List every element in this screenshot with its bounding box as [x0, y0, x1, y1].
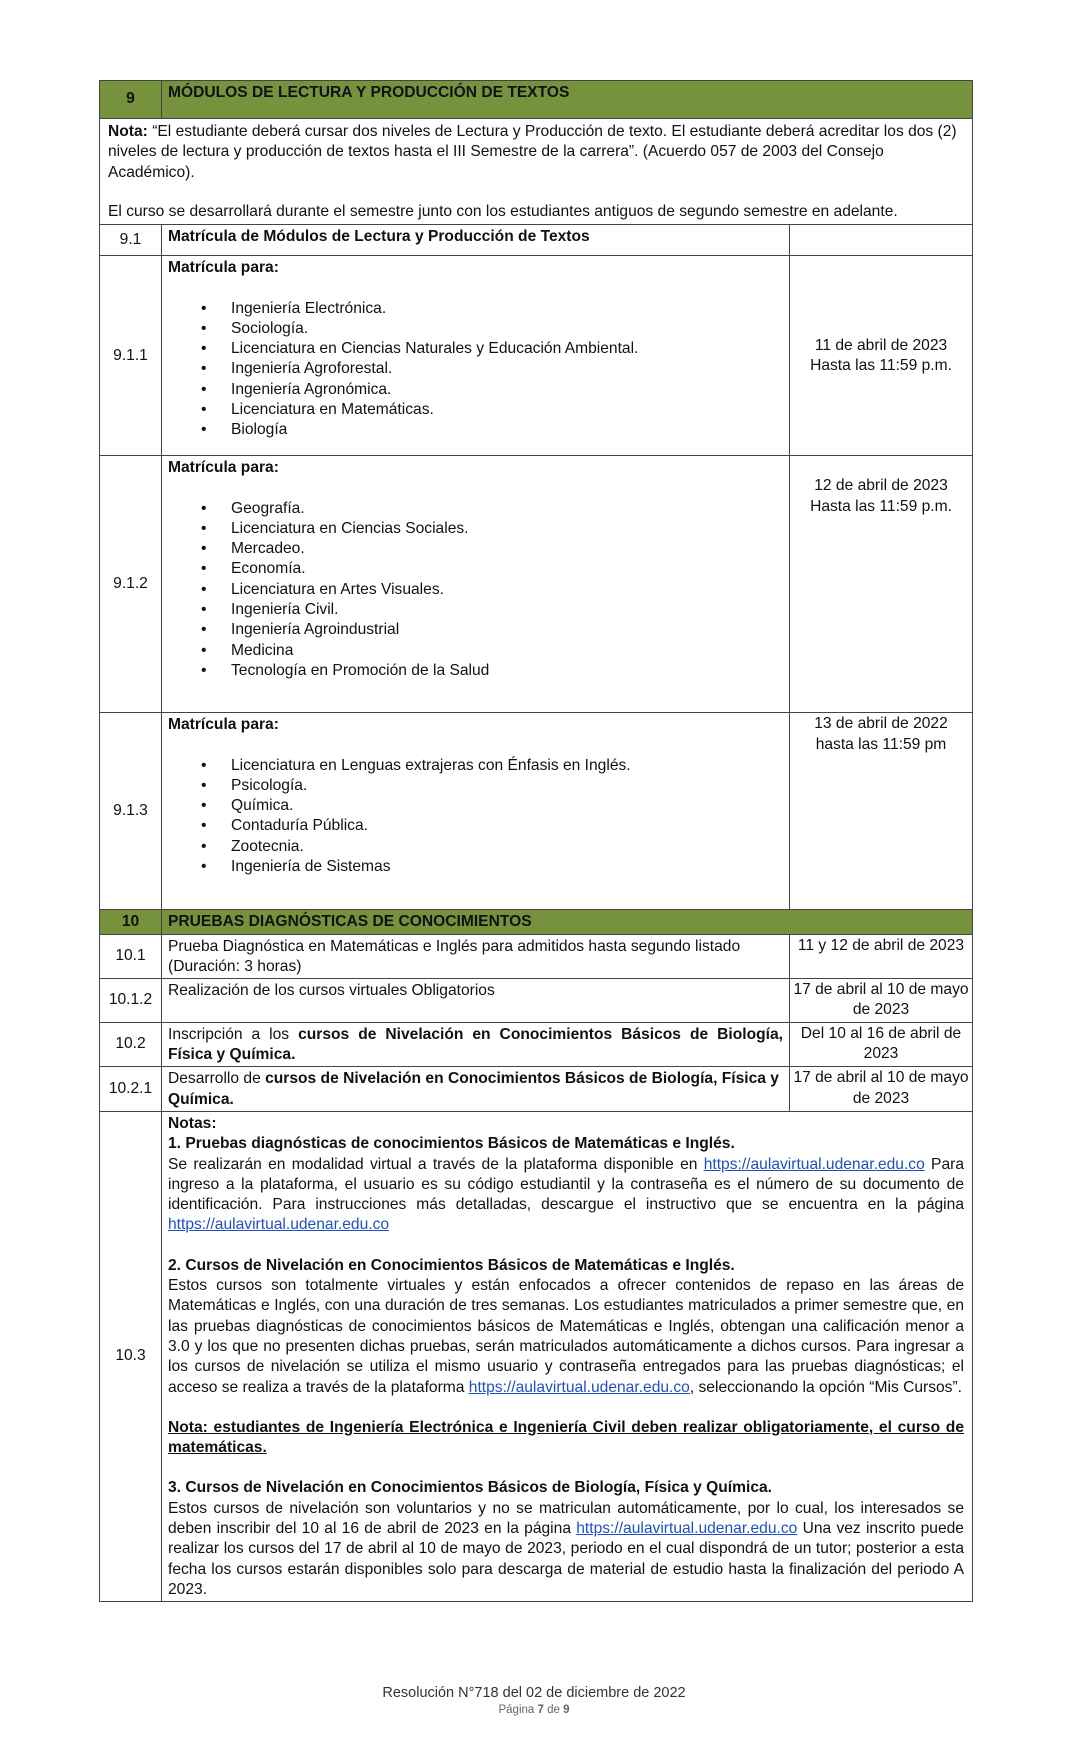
list-item: • Mercadeo. — [168, 539, 783, 559]
row-number: 9.1 — [100, 225, 162, 256]
note-2-body — [168, 1276, 964, 1398]
note-3-body — [168, 1499, 964, 1600]
page-footer — [0, 1685, 1068, 1719]
row-time: hasta las 11:59 pm — [815, 735, 947, 753]
row-time: Hasta las 11:59 p.m. — [810, 497, 952, 515]
row-text-bold: cursos de Nivelación en Conocimientos Básicos de Biología, Física y Química. — [168, 1070, 779, 1108]
page-total: 9 — [563, 1704, 570, 1716]
note-text: Para ingreso a la plataforma, el usuario es su código estudiantil y la contraseña es el número de su documento de identificación. Para instrucciones más detalladas, descargue el instructivo que se encuentra en la página — [168, 1155, 964, 1214]
list-item: • Zootecnia. — [168, 837, 783, 857]
row-text-bold: cursos de Nivelación en Conocimientos Básicos de Biología, Física y Química. — [168, 1025, 783, 1064]
list-item: • Licenciatura en Ciencias Sociales. — [168, 519, 783, 539]
enrollment-label: Matrícula para: — [168, 459, 279, 477]
row-number: 9.1.1 — [100, 256, 162, 456]
enrollment-label: Matrícula para: — [168, 259, 279, 277]
list-item: • Economía. — [168, 559, 783, 579]
note-text: Estos cursos son totalmente virtuales y están enfocados a ofrecer contenidos de repaso en las áreas de Matemáticas e Inglés, con una duración de tres semanas. Los estudiantes matriculados a primer semestre que, en las pruebas diagnósticas de conocimientos básicos de Matemáticas e Inglés, obtengan una calificación menor a 3.0 y los que no presenten dichas pruebas, serán matriculados automáticamente a dichos cursos. Para ingresar a los cursos de nivelación se utiliza el mismo usuario y contraseña entregados para las pruebas diagnósticas; el acceso se realiza a través de la plataforma — [168, 1277, 964, 1396]
aulavirtual-link[interactable]: https://aulavirtual.udenar.edu.co — [576, 1520, 798, 1538]
row-text: Desarrollo de — [168, 1070, 266, 1088]
note-1-title: 1. Pruebas diagnósticas de conocimientos Básicos de Matemáticas e Inglés. — [168, 1135, 735, 1153]
list-item: • Ingeniería Agronómica. — [168, 380, 783, 400]
list-item: • Tecnología en Promoción de la Salud — [168, 661, 783, 681]
list-item: • Licenciatura en Ciencias Naturales y Educación Ambiental. — [168, 339, 783, 359]
note-text: Estos cursos de nivelación son voluntarios y no se matriculan automáticamente, por lo cual, los interesados se deben inscribir del 10 al 16 de abril de 2023 en la página — [168, 1499, 964, 1538]
aulavirtual-link[interactable]: https://aulavirtual.udenar.edu.co — [703, 1155, 925, 1173]
row-number: 10.1.2 — [100, 979, 162, 1023]
row-date: 11 y 12 de abril de 2023 — [790, 934, 973, 979]
table-row — [100, 1022, 973, 1067]
row-text: Matrícula de Módulos de Lectura y Producción de Textos — [162, 225, 790, 256]
page-word: Página — [498, 1704, 535, 1716]
list-item: • Biología — [168, 420, 783, 440]
row-number: 10.2 — [100, 1022, 162, 1067]
table-row — [100, 1111, 973, 1601]
program-list — [168, 299, 783, 441]
note-text: Se realizarán en modalidad virtual a través de la plataforma disponible en — [168, 1155, 704, 1173]
list-item: • Licenciatura en Artes Visuales. — [168, 580, 783, 600]
list-item: • Ingeniería Electrónica. — [168, 299, 783, 319]
document-body — [99, 80, 972, 1602]
list-item: • Ingeniería Civil. — [168, 600, 783, 620]
row-time: Hasta las 11:59 p.m. — [810, 356, 952, 374]
row-date: Del 10 al 16 de abril de 2023 — [790, 1022, 973, 1067]
program-list — [168, 756, 783, 878]
list-item: • Ingeniería Agroforestal. — [168, 359, 783, 379]
notes-label: Notas: — [168, 1114, 217, 1132]
table-row — [100, 225, 973, 256]
note-label: Nota: — [108, 123, 148, 140]
row-number: 9.1.3 — [100, 713, 162, 910]
page-indicator — [0, 1702, 1068, 1719]
row-number: 10.1 — [100, 934, 162, 979]
table-row — [100, 256, 973, 456]
note-2-warning: Nota: estudiantes de Ingeniería Electrónica e Ingeniería Civil deben realizar obligatoriamente, el curso de matemáticas. — [168, 1418, 964, 1457]
section-number: 10 — [100, 910, 162, 934]
note-text-2: El curso se desarrollará durante el semestre junto con los estudiantes antiguos de segundo semestre en adelante. — [108, 203, 898, 220]
row-text: Inscripción a los — [168, 1025, 299, 1043]
row-date: 17 de abril al 10 de mayo de 2023 — [790, 979, 973, 1023]
table-row — [100, 1067, 973, 1112]
note-1-body — [168, 1155, 964, 1236]
list-item: • Química. — [168, 796, 783, 816]
note-3-title: 3. Cursos de Nivelación en Conocimientos Básicos de Biología, Física y Química. — [168, 1479, 772, 1497]
list-item: • Contaduría Pública. — [168, 816, 783, 836]
list-item: • Sociología. — [168, 319, 783, 339]
note-text: Una vez inscrito puede realizar los cursos del 17 de abril al 10 de mayo de 2023, periodo en el cual dispondrá de un tutor; posterior a esta fecha los cursos estarán disponibles solo para descarga de material de estudio hasta la finalización del periodo A 2023. — [168, 1520, 964, 1598]
list-item: • Licenciatura en Lenguas extrajeras con Énfasis en Inglés. — [168, 756, 783, 776]
list-item: • Licenciatura en Matemáticas. — [168, 400, 783, 420]
of-word: de — [547, 1704, 560, 1716]
section-number: 9 — [100, 81, 162, 119]
row-date: 12 de abril de 2023 — [814, 477, 948, 495]
row-date — [790, 225, 973, 256]
list-item: • Ingeniería de Sistemas — [168, 857, 783, 877]
section-9-header — [100, 81, 973, 119]
aulavirtual-link[interactable]: https://aulavirtual.udenar.edu.co — [468, 1378, 690, 1396]
row-number: 10.3 — [100, 1111, 162, 1601]
section-title: MÓDULOS DE LECTURA Y PRODUCCIÓN DE TEXTOS — [162, 81, 973, 119]
section-9-note — [100, 119, 973, 225]
row-date: 11 de abril de 2023 — [814, 336, 948, 354]
enrollment-label: Matrícula para: — [168, 716, 279, 734]
note-text: “El estudiante deberá cursar dos niveles de Lectura y Producción de texto. El estudiante deberá acreditar los dos (2) niveles de lectura y producción de textos hasta el III Semestre de la carrera”. (Acuerdo 057 de 2003 del Consejo Académico). — [108, 123, 957, 181]
row-date: 13 de abril de 2022 — [814, 715, 948, 733]
table-row — [100, 979, 973, 1023]
schedule-table — [99, 80, 973, 1602]
table-row — [100, 456, 973, 713]
row-text: Realización de los cursos virtuales Obligatorios — [162, 979, 790, 1023]
note-2-title: 2. Cursos de Nivelación en Conocimientos Básicos de Matemáticas e Inglés. — [168, 1256, 735, 1274]
aulavirtual-link[interactable]: https://aulavirtual.udenar.edu.co — [168, 1216, 390, 1234]
row-date: 17 de abril al 10 de mayo de 2023 — [790, 1067, 973, 1112]
table-row — [100, 713, 973, 910]
row-number: 9.1.2 — [100, 456, 162, 713]
row-number: 10.2.1 — [100, 1067, 162, 1112]
section-title: PRUEBAS DIAGNÓSTICAS DE CONOCIMIENTOS — [162, 910, 973, 934]
program-list — [168, 499, 783, 682]
row-text: Prueba Diagnóstica en Matemáticas e Inglés para admitidos hasta segundo listado (Duración: 3 horas) — [162, 934, 790, 979]
list-item: • Ingeniería Agroindustrial — [168, 620, 783, 640]
resolution-text: Resolución N°718 del 02 de diciembre de 2022 — [382, 1685, 686, 1701]
list-item: • Geografía. — [168, 499, 783, 519]
table-row — [100, 934, 973, 979]
list-item: • Psicología. — [168, 776, 783, 796]
list-item: • Medicina — [168, 641, 783, 661]
section-10-header — [100, 910, 973, 934]
page-number: 7 — [537, 1704, 544, 1716]
note-text: , seleccionando la opción “Mis Cursos”. — [689, 1378, 962, 1396]
